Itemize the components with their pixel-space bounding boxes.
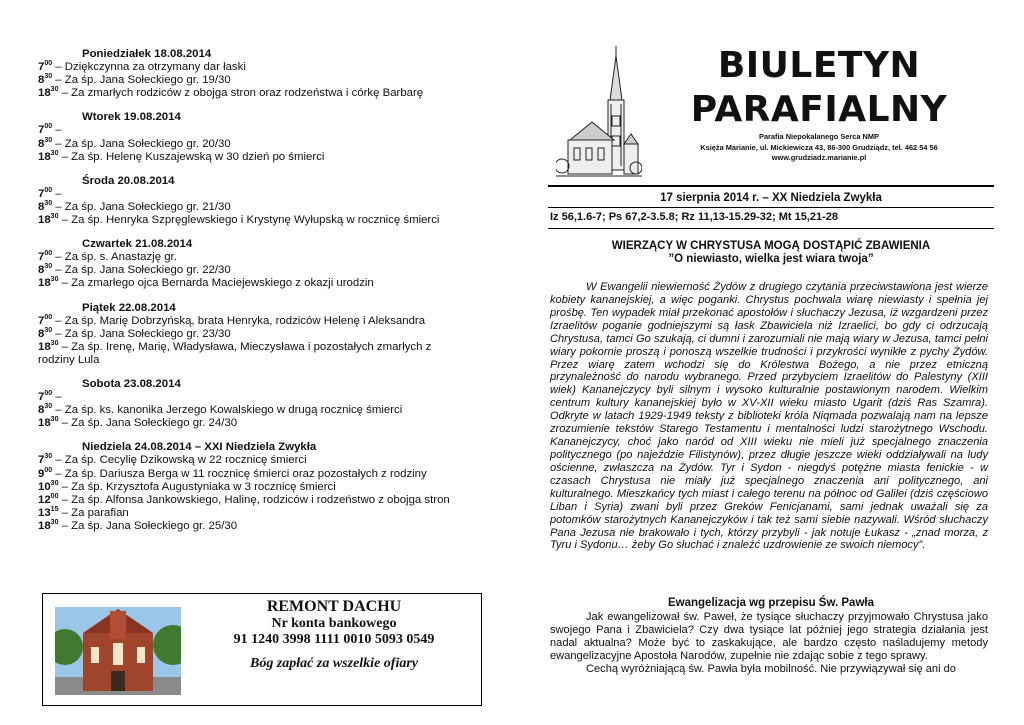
- mass-hour: 7: [38, 454, 45, 467]
- mass-hour: 18: [38, 277, 51, 290]
- mass-hour: 7: [38, 391, 45, 404]
- parish-website: www.grudziadz.marianie.pl: [771, 153, 867, 162]
- article-subtitle: ”O niewiasto, wielka jest wiara twoja”: [668, 253, 874, 265]
- mass-minute: 30: [44, 403, 53, 411]
- day-title: Środa 20.08.2014: [82, 174, 175, 187]
- mass-minute: 30: [50, 416, 59, 424]
- mass-minute: 30: [50, 213, 59, 221]
- mass-intention: – Za śp. Krzysztofa Augustyniaka w 3 rocznicę śmierci: [58, 480, 336, 493]
- mass-minute: 00: [44, 390, 53, 398]
- readings: Iz 56,1.6-7; Ps 67,2-3.5.8; Rz 11,13-15.29-32; Mt 15,21-28: [550, 211, 838, 223]
- divider-top: [548, 185, 994, 187]
- mass-entry: [38, 391, 450, 404]
- mass-minute: 30: [50, 479, 59, 487]
- mass-minute: 00: [44, 187, 53, 195]
- mass-intention: – Za śp. Helenę Kuszajewską w 30 dzień po śmierci: [58, 150, 325, 163]
- mass-entry: [38, 264, 450, 277]
- mass-minute: 00: [44, 313, 53, 321]
- day-title: Sobota 23.08.2014: [82, 377, 181, 390]
- mass-hour: 18: [38, 87, 51, 100]
- mass-minute: 30: [50, 276, 59, 284]
- mass-hour: 8: [38, 264, 45, 277]
- mass-entry: [38, 481, 450, 494]
- mass-minute: 00: [44, 60, 53, 68]
- mass-hour: 13: [38, 506, 51, 519]
- mass-intention: –: [52, 391, 62, 404]
- mass-hour: 18: [38, 214, 51, 227]
- schedule-day: [38, 378, 450, 430]
- mass-hour: 10: [38, 480, 51, 493]
- mass-intention: – Za śp. Jana Sołeckiego gr. 21/30: [52, 200, 231, 213]
- day-title: Czwartek 21.08.2014: [82, 238, 193, 251]
- schedule-day: [38, 175, 450, 227]
- mass-entry: [38, 417, 450, 430]
- article-heading: [548, 240, 994, 266]
- mass-hour: 12: [38, 493, 51, 506]
- article2-paragraph: Cechą wyróżniającą św. Pawła była mobilność. Nie przywiązywał się ani do: [586, 662, 956, 675]
- schedule-day: [38, 48, 450, 100]
- mass-hour: 9: [38, 467, 45, 480]
- mass-entry: [38, 124, 450, 137]
- mass-minute: 00: [44, 123, 53, 131]
- mass-hour: 8: [38, 137, 45, 150]
- mass-entry: [38, 151, 450, 164]
- mass-entry: [38, 494, 450, 507]
- mass-intention: – Za śp. Jana Sołeckiego gr. 19/30: [52, 74, 231, 87]
- mass-hour: 8: [38, 200, 45, 213]
- mass-hour: 18: [38, 150, 51, 163]
- mass-schedule: [38, 48, 450, 544]
- mass-intention: –: [52, 124, 62, 137]
- mass-intention: – Za śp. Jana Sołeckiego gr. 22/30: [52, 264, 231, 277]
- mass-intention: – Za śp. Jana Sołeckiego gr. 20/30: [52, 137, 231, 150]
- account-number: 91 1240 3998 1111 0010 5093 0549: [233, 632, 435, 647]
- mass-intention: – Za śp. Dariusza Berga w 11 rocznicę śmierci oraz pozostałych z rodziny: [52, 467, 427, 480]
- parish-address: Księża Marianie, ul. Mickiewicza 43, 86-300 Grudziądz, tel. 462 54 56: [700, 142, 938, 152]
- mass-minute: 00: [50, 492, 59, 500]
- mass-hour: 7: [38, 314, 45, 327]
- mass-intention: – Za zmarłych rodziców z obojga stron oraz rodzeństwa i córkę Barbarę: [58, 87, 424, 100]
- mass-intention: – Za zmarłego ojca Bernarda Maciejewskiego z okazji urodzin: [58, 277, 374, 290]
- mass-minute: 30: [44, 136, 53, 144]
- mass-intention: – Za śp. Jana Sołeckiego gr. 24/30: [58, 417, 238, 430]
- article2-body: [550, 611, 988, 676]
- schedule-day: [38, 441, 450, 533]
- mass-intention: – Dziękczynna za otrzymany dar łaski: [52, 61, 246, 74]
- church-drawing: [556, 44, 642, 186]
- parish-name: Parafia Niepokalanego Serca NMP: [759, 132, 879, 141]
- mass-hour: 8: [38, 327, 45, 340]
- mass-minute: 30: [50, 519, 59, 527]
- mass-hour: 7: [38, 187, 45, 200]
- mass-entry: [38, 315, 450, 328]
- roof-heading: REMONT DACHU: [266, 598, 402, 615]
- article2-paragraph: Jak ewangelizował św. Paweł, że tysiące słuchaczy przyjmowało Chrystusa jako swojego Pana i Zbawiciela? Czy dwa tysiące lat później jego strategia działania jest nadal aktualna? Może być to zaskakujące, ale bardzo często naśladujemy metody ewangelizacyjne Apostoła Narodów, zupełnie nie zdając sobie z tego sprawy.: [550, 611, 988, 662]
- mass-intention: – Za śp. Cecylię Dzikowską w 22 rocznicę śmierci: [52, 454, 307, 467]
- mass-minute: 30: [50, 339, 59, 347]
- mass-entry: [38, 214, 450, 227]
- thanks-text: Bóg zapłać za wszelkie ofiary: [250, 656, 418, 671]
- day-title: Poniedziałek 18.08.2014: [82, 48, 212, 60]
- mass-entry: [38, 188, 450, 201]
- roof-repair-box: [42, 593, 482, 706]
- mass-entry: [38, 251, 450, 264]
- mass-entry: [38, 328, 450, 341]
- mass-hour: 18: [38, 417, 51, 430]
- church-photo: [55, 607, 181, 695]
- mass-intention: – Za śp. Jana Sołeckiego gr. 25/30: [58, 519, 238, 532]
- mass-minute: 30: [44, 326, 53, 334]
- mass-hour: 8: [38, 74, 45, 87]
- mass-intention: – Za śp. Irenę, Marię, Władysława, Mieczysława i pozostałych zmarłych z rodziny Lula: [38, 340, 432, 366]
- mass-entry: [38, 87, 450, 100]
- mass-minute: 30: [50, 149, 59, 157]
- mass-intention: – Za śp. Henryka Szpręglewskiego i Krystynę Wyłupską w rocznicę śmierci: [58, 214, 440, 227]
- bulletin-title-line1: BIULETYN: [717, 45, 921, 86]
- mass-minute: 30: [44, 263, 53, 271]
- mass-intention: – Za śp. s. Anastazję gr.: [52, 251, 177, 264]
- issue-date: 17 sierpnia 2014 r. – XX Niedziela Zwykła: [660, 192, 882, 204]
- divider-mid: [548, 207, 994, 208]
- mass-hour: 18: [38, 519, 51, 532]
- article2-title: Ewangelizacja wg przepisu Św. Pawła: [667, 597, 874, 609]
- mass-intention: – Za śp. ks. kanonika Jerzego Kowalskiego w drugą rocznicę śmierci: [52, 404, 403, 417]
- mass-entry: [38, 454, 450, 467]
- mass-entry: [38, 341, 450, 367]
- mass-intention: – Za śp. Marię Dobrzyńską, brata Henryka, rodziców Helenę i Aleksandra: [52, 314, 426, 327]
- mass-entry: [38, 507, 450, 520]
- mass-entry: [38, 74, 450, 87]
- mass-entry: [38, 520, 450, 533]
- mass-hour: 18: [38, 340, 51, 353]
- bulletin-title-line2: PARAFIALNY: [690, 89, 948, 130]
- mass-intention: – Za parafian: [58, 506, 129, 519]
- divider-bottom: [548, 228, 994, 229]
- mass-entry: [38, 201, 450, 214]
- schedule-day: [38, 111, 450, 163]
- mass-intention: – Za śp. Jana Sołeckiego gr. 23/30: [52, 327, 231, 340]
- article-title: WIERZĄCY W CHRYSTUSA MOGĄ DOSTĄPIĆ ZBAWIENIA: [611, 240, 931, 252]
- mass-intention: –: [52, 187, 62, 200]
- day-title: Wtorek 19.08.2014: [82, 111, 181, 124]
- mass-minute: 00: [44, 466, 53, 474]
- mass-minute: 30: [44, 200, 53, 208]
- mass-entry: [38, 61, 450, 74]
- mass-intention: – Za śp. Alfonsa Jankowskiego, Halinę, rodziców i rodzeństwo z obojga stron: [58, 493, 450, 506]
- mass-hour: 7: [38, 251, 45, 264]
- mass-entry: [38, 404, 450, 417]
- mass-minute: 30: [44, 453, 53, 461]
- mass-hour: 7: [38, 61, 45, 74]
- mass-entry: [38, 277, 450, 290]
- mass-minute: 00: [44, 250, 53, 258]
- mass-hour: 8: [38, 404, 45, 417]
- mass-entry: [38, 468, 450, 481]
- day-title: Niedziela 24.08.2014 – XXI Niedziela Zwykła: [82, 441, 317, 454]
- account-label: Nr konta bankowego: [271, 616, 397, 631]
- mass-hour: 7: [38, 124, 45, 137]
- schedule-day: [38, 302, 450, 367]
- mass-entry: [38, 138, 450, 151]
- mass-minute: 15: [50, 506, 59, 514]
- mass-minute: 30: [50, 86, 59, 94]
- article-body: W Ewangelii niewierność Żydów z drugiego czytania przeciwstawiona jest wierze kobiety kananejskiej, a więc poganki. Chrystus pochwala wiarę niewiasty i spełnia jej prośbę. Ten wypadek miał przekonać apostołów i słuchaczy Jezusa, iż wzgardzeni przez Izraelitów poganie godniejszymi są łask Zbawiciela niż Izraelici, bo gdy ci odrzucają Chrystusa, tamci Go szukają, ci dumni i zarozumiali nie mają wiary w Jezusa, tamci pełni wiary pokornie proszą i ponoszą wszelkie trudności i przykrości wynikłe z pychy Żydów. Przez wiarę zatem wchodzi się do Królestwa Bożego, a nie przez etniczną przynależność do narodu wybranego. Przed przybyciem Izraelitów do Palestyny (XIII wiek) Kananejczycy byli silnym i wysoko kulturalnie postawionym narodem. Wielkim centrum kultury kananejskiej było w XV-XII wieku miasto Ugarit (dziś Ras Szamra). Odkryte w latach 1929-1949 teksty z biblioteki króla Niqmada pozwalają nam na lepsze zrozumienie tekstów Starego Testamentu i mentalności ludzi starożytnego Wschodu. Kananejczycy, choć jako naród od XIII wieku nie mieli już specjalnego znaczenia politycznego (po najeździe Filistynów), przez długie jeszcze wieki oddziaływali na ludy ościenne, zwłaszcza na Żydów. Tyr i Sydon - niegdyś potężne miasta fenickie - w czasach Chrystusa nie miały już specjalnego znaczenia ani politycznego, ani kulturalnego. Mieszkańcy tych miast i całego terenu na północ od Galilei (dziś częściowo Liban i Syria) zwani byli przez Greków Fenicjanami, sami jednak uważali się za potomków starożytnych Kananejczyków i tak też sami siebie nazywali. Wśród słuchaczy Pana Jezusa nie brakowało i tych, którzy przybyli - jak notuje Łukasz - „znad morza, z Tyru i Sydonu… żeby Go słuchać i znaleźć uzdrowienie ze swoich niemocy”.: [550, 281, 988, 552]
- mass-minute: 30: [44, 73, 53, 81]
- schedule-day: [38, 238, 450, 290]
- day-title: Piątek 22.08.2014: [82, 301, 176, 314]
